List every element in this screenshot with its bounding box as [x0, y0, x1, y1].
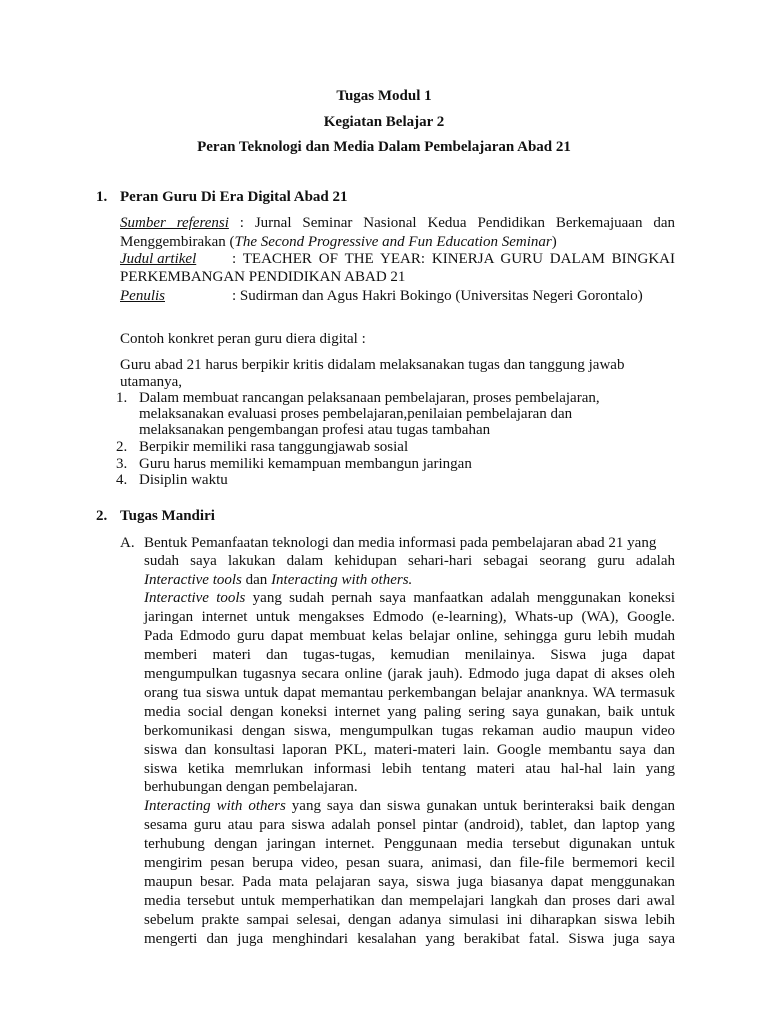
p1-italic: Interactive tools — [144, 590, 246, 606]
contoh-text: Contoh konkret peran guru diera digital : — [120, 331, 366, 347]
penulis-label: Penulis — [120, 288, 165, 304]
p1-line — [144, 589, 675, 607]
item-a-line2: sudah saya lakukan dalam kehidupan sehari-hari sebagai seorang guru adalah — [144, 553, 675, 569]
p2-line: terhubung dengan jaringan internet. Penggunaan media tersebut digunakan untuk — [144, 836, 675, 852]
p1-line-last: berhubungan dengan pembelajaran. — [144, 779, 358, 795]
intro-line1: Guru abad 21 harus berpikir kritis didalam melaksanakan tugas dan tanggung jawab — [120, 357, 625, 373]
sumber-line2 — [120, 233, 557, 251]
sumber-line1 — [120, 214, 675, 232]
p2-italic: Interacting with others — [144, 798, 286, 814]
p1-line: berkomunikasi dengan siswa, mengumpulkan tugas rekaman audio maupun video — [144, 723, 675, 739]
sumber-label: Sumber referensi — [120, 215, 229, 231]
p1-line: orang tua siswa untuk dapat memantau perkembangan belajar ananknya. WA termasuk — [144, 685, 675, 701]
doc-title-line2: Kegiatan Belajar 2 — [323, 114, 445, 130]
p2-line: sebelum prakte sampai selesai, dengan adanya simulasi ini diharapkan siswa lebih — [144, 912, 675, 928]
p2-line1-rest: yang saya dan siswa gunakan untuk berinteraksi baik dengan — [285, 798, 675, 814]
p2-line — [144, 797, 675, 815]
list-item-number: 2. — [116, 439, 128, 455]
list-item-line: Berpikir memiliki rasa tanggungjawab sosial — [139, 439, 409, 455]
penulis-value: : Sudirman dan Agus Hakri Bokingo (Universitas Negeri Gorontalo) — [232, 288, 643, 304]
intro-line2: utamanya, — [120, 374, 183, 390]
list-item-number: 4. — [116, 472, 128, 488]
section1-number: 1. — [96, 189, 108, 205]
p1-line: jaringan internet untuk mengakses Edmodo (e-learning), Whats-up (WA), Google. — [144, 609, 675, 625]
judul-label: Judul artikel — [120, 251, 197, 267]
list-item-line: Disiplin waktu — [139, 472, 228, 488]
item-a-line3 — [144, 571, 412, 589]
p1-line: memberi materi dan tugas-tugas, kemudian menilainya. Siswa juga dapat — [144, 647, 675, 663]
list-item-line: melaksanakan evaluasi proses pembelajaran,penilaian pembelajaran dan — [139, 406, 573, 422]
p2-line: mengerti dan juga menghindari kesalahan yang berakibat fatal. Siswa juga saya — [144, 931, 675, 947]
p2-line: maupun besar. Pada mata pelajaran saya, siswa juga biasanya dapat menggunakan — [144, 874, 675, 890]
section2-number: 2. — [96, 508, 108, 524]
p1-line: siswa dan konsultasi laporan PKL, materi-materi lain. Google membantu saya dan — [144, 742, 675, 758]
sumber-text: : Jurnal Seminar Nasional Kedua Pendidikan Berkemajuaan dan — [228, 215, 675, 231]
p2-line: sesama guru atau para siswa adalah ponsel pintar (android), tablet, dan laptop yang — [144, 817, 675, 833]
judul-line1: : TEACHER OF THE YEAR: KINERJA GURU DALAM BINGKAI — [232, 251, 675, 267]
list-item-line: Dalam membuat rancangan pelaksanaan pembelajaran, proses pembelajaran, — [139, 390, 600, 406]
p1-line: Pada Edmodo guru dapat membuat kelas belajar online, sehingga guru lebih mudah — [144, 628, 675, 644]
section2-title: Tugas Mandiri — [120, 508, 215, 524]
list-item-line: Guru harus memiliki kemampuan membangun jaringan — [139, 456, 472, 472]
item-a-label: A. — [120, 535, 135, 551]
p1-line: media social dengan koneksi internet yang paling sering saya gunakan, baik untuk — [144, 704, 675, 720]
item-a-italic2: Interacting with others. — [271, 572, 413, 588]
doc-title-line1: Tugas Modul 1 — [336, 88, 432, 104]
sumber-line2-italic: The Second Progressive and Fun Education Seminar — [234, 234, 552, 250]
item-a-line1: Bentuk Pemanfaatan teknologi dan media informasi pada pembelajaran abad 21 yang — [144, 535, 657, 551]
sumber-line2-b: ) — [551, 234, 557, 250]
section1-title: Peran Guru Di Era Digital Abad 21 — [120, 189, 348, 205]
sumber-line2-a: Menggembirakan ( — [120, 234, 235, 250]
doc-title-line3: Peran Teknologi dan Media Dalam Pembelajaran Abad 21 — [197, 139, 571, 155]
p1-line1-rest: yang sudah pernah saya manfaatkan adalah menggunakan koneksi — [245, 590, 675, 606]
list-item-line: melaksanakan pengembangan profesi atau tugas tambahan — [139, 422, 491, 438]
item-a-italic1: Interactive tools — [144, 572, 242, 588]
item-a-mid: dan — [241, 572, 272, 588]
p2-line: mengirim pesan berupa video, pesan suara, animasi, dan file-file bermemori kecil — [144, 855, 675, 871]
p2-line: media tersebut untuk memperhatikan dan mempelajari langkah dan proses dari awal — [144, 893, 675, 909]
p1-line: mengumpulkan tugasnya secara online (jarak jauh). Edmodo juga dapat di akses oleh — [144, 666, 675, 682]
list-item-number: 1. — [116, 390, 128, 406]
judul-line2: PERKEMBANGAN PENDIDIKAN ABAD 21 — [120, 269, 406, 285]
list-item-number: 3. — [116, 456, 128, 472]
p1-line: siswa ketika memrlukan informasi lebih tentang materi atau hal-hal lain yang — [144, 761, 675, 777]
